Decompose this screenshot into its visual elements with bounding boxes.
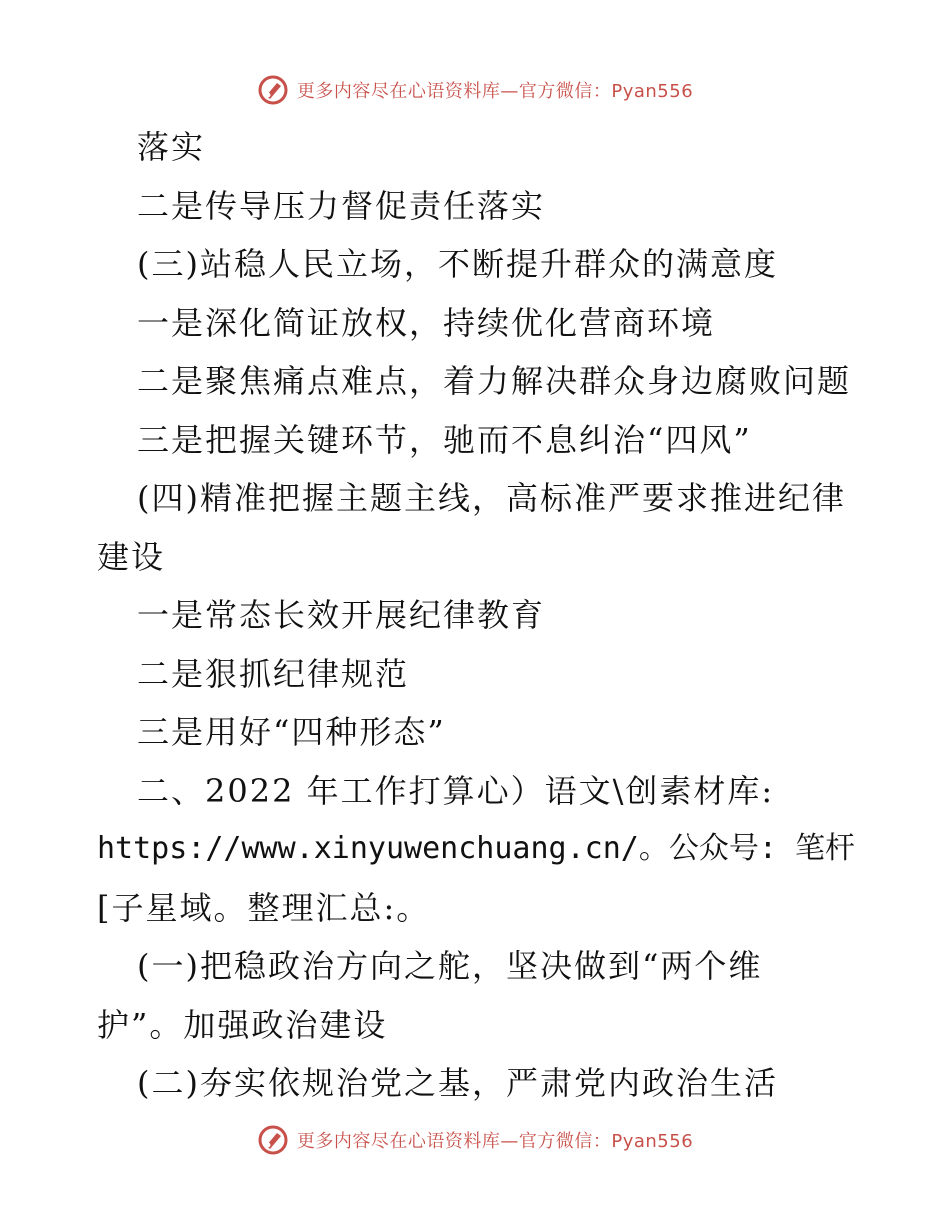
header-text: 更多内容尽在心语资料库—官方微信：Pyan556 — [296, 81, 694, 102]
body-line: 二是狠抓纪律规范 — [137, 654, 410, 693]
body-line: [子星域。整理汇总:。 — [97, 888, 431, 927]
body-line: 二是聚焦痛点难点，着力解决群众身边腐败问题 — [137, 362, 852, 400]
footer-banner — [0, 1120, 950, 1160]
section-heading: 二、2022 年工作打算心）语文\创素材库: — [137, 771, 775, 810]
document-body — [0, 118, 950, 1113]
body-line: 三是用好“四种形态” — [137, 713, 446, 751]
section-heading: (三)站稳人民立场，不断提升群众的满意度 — [137, 245, 778, 283]
body-line-url: https://www.xinyuwenchuang.cn/。公众号: 笔杆 — [97, 831, 855, 866]
body-line: 三是把握关键环节，驰而不息纠治“四风” — [137, 420, 752, 459]
section-heading: (一)把稳政治方向之舵，坚决做到“两个维 — [137, 947, 763, 985]
body-line: 一是常态长效开展纪律教育 — [137, 596, 546, 634]
body-line: 建设 — [97, 537, 166, 576]
body-line: 落实 — [137, 128, 206, 166]
pen-seal-icon — [257, 1124, 289, 1156]
pen-seal-icon — [257, 74, 289, 106]
body-line: 护”。加强政治建设 — [97, 1005, 388, 1044]
body-line: 二是传导压力督促责任落实 — [137, 186, 546, 225]
section-heading: (四)精准把握主题主线，高标准严要求推进纪律 — [137, 479, 846, 517]
header-banner — [0, 70, 950, 110]
body-line: 一是深化简证放权，持续优化营商环境 — [137, 303, 716, 342]
footer-text: 更多内容尽在心语资料库—官方微信：Pyan556 — [296, 1131, 694, 1152]
section-heading: (二)夯实依规治党之基，严肃党内政治生活 — [137, 1064, 778, 1102]
